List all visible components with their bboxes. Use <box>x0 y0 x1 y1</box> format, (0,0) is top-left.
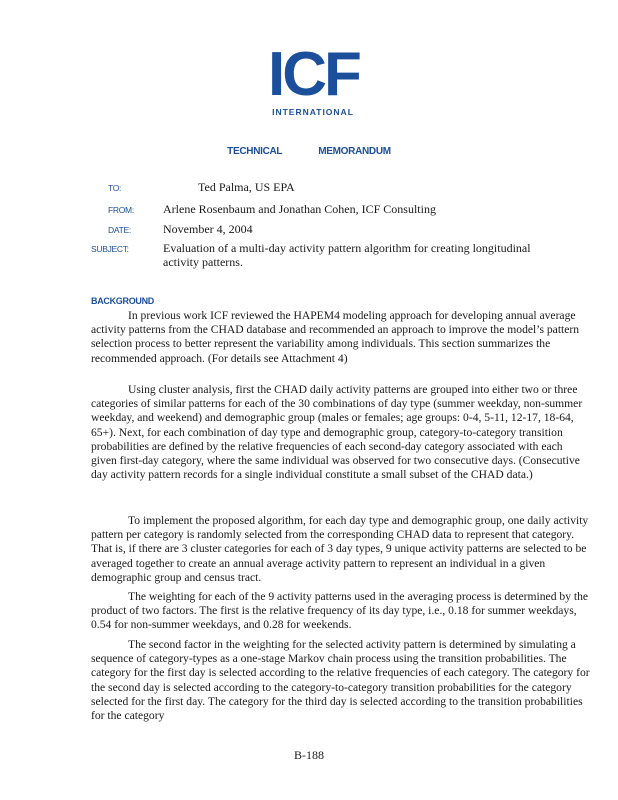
from-label: FROM: <box>108 205 134 215</box>
paragraph-1: In previous work ICF reviewed the HAPEM4 modeling approach for developing annual average activity patterns from the CHAD database and recommended an approach to improve the model’s pattern selection process to better represent the variability among individuals. This section summarizes the recommended approach. (For details see Attachment 4) <box>91 309 580 365</box>
memo-title-word-1: TECHNICAL <box>227 146 283 157</box>
icf-logo <box>268 40 359 119</box>
logo-subtitle: INTERNATIONAL <box>272 107 354 117</box>
from-value: Arlene Rosenbaum and Jonathan Cohen, ICF Consulting <box>163 202 436 216</box>
date-value: November 4, 2004 <box>163 222 253 236</box>
memo-title-word-2: MEMORANDUM <box>318 146 391 157</box>
paragraph-4: The weighting for each of the 9 activity patterns used in the averaging process is determined by the product of two factors. The first is the relative frequency of its day type, i.e., 0.18 for summer weekdays, 0.54 for non-summer weekdays, and 0.28 for weekends. <box>91 590 589 632</box>
date-label: DATE: <box>108 225 131 235</box>
to-label: TO: <box>108 183 122 193</box>
paragraph-5: The second factor in the weighting for the selected activity pattern is determined by simulating a sequence of category-types as a one-stage Markov chain process using the transition probabilities. The category for the first day is selected according to the relative frequencies of each category. The category for the second day is selected according to the category-to-category transition probabilities for the category selected for the first day. The category for the third day is selected according to the transition probabilities for the category <box>91 638 590 723</box>
paragraph-2: Using cluster analysis, first the CHAD daily activity patterns are grouped into either two or three categories of similar patterns for each of the 30 combinations of day type (summer weekday, non-summer weekday, and weekend) and demographic group (males or females; age groups: 0-4, 5-11, 12-17, 18-64, 65+). Next, for each combination of day type and demographic group, category-to-category transition probabilities are defined by the relative frequencies of each second-day category associated with each given first-day category, where the same individual was observed for two consecutive days. (Consecutive day activity pattern records for a single individual constitute a small subset of the CHAD data.) <box>91 383 583 482</box>
section-heading: BACKGROUND <box>91 296 154 306</box>
memo-title <box>0 146 618 157</box>
paragraph-3: To implement the proposed algorithm, for each day type and demographic group, one daily activity pattern per category is randomly selected from the corresponding CHAD data to represent that category. That is, if there are 3 cluster categories for each of 3 day types, 9 unique activity patterns are selected to be averaged together to create an annual average activity pattern to represent an individual in a given demographic group and census tract. <box>91 514 589 584</box>
subject-label: SUBJECT: <box>91 244 129 254</box>
logo-wordmark: ICF <box>268 40 359 109</box>
to-value: Ted Palma, US EPA <box>198 180 295 194</box>
page-number: B-188 <box>294 748 324 762</box>
subject-value: Evaluation of a multi-day activity pattern algorithm for creating longitudinal activity patterns. <box>163 241 531 269</box>
